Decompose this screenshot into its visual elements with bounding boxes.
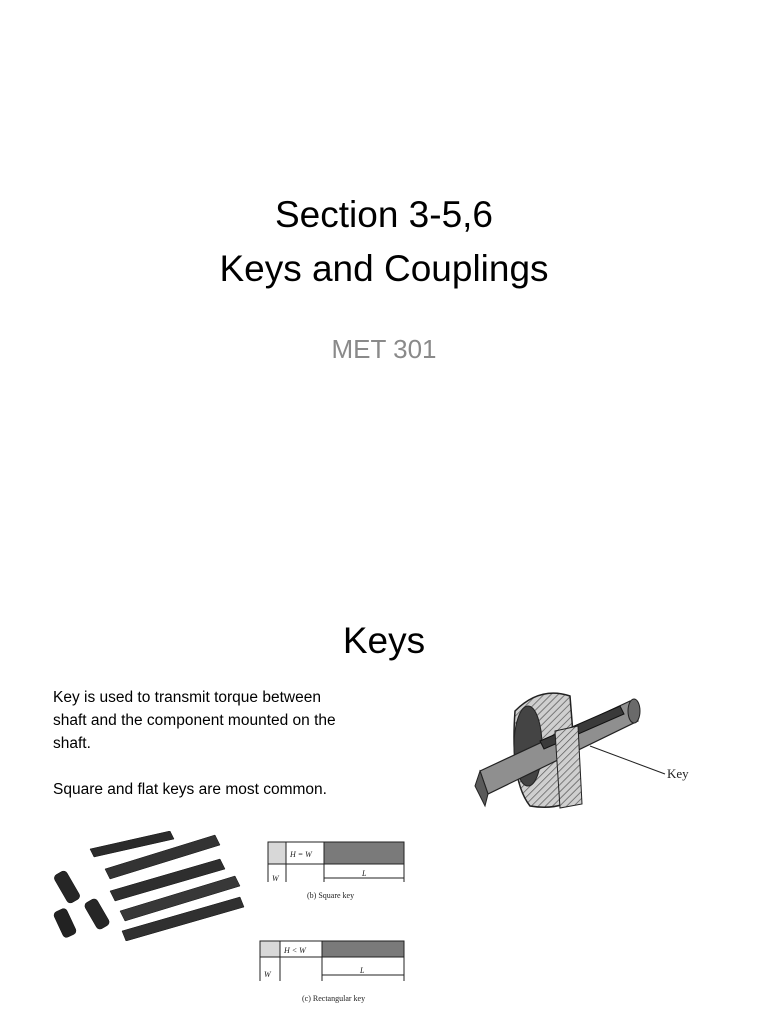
rectangular-key-diagram xyxy=(250,933,410,1008)
keyed-shaft-illustration xyxy=(460,686,720,836)
slide-heading: Keys xyxy=(342,620,426,661)
rect-key-w-label: W xyxy=(264,970,271,979)
rect-key-hw-label: H < W xyxy=(284,946,306,955)
slide-keys xyxy=(0,576,768,1024)
rect-key-caption: (c) Rectangular key xyxy=(302,994,366,1003)
square-key-l-label: L xyxy=(362,869,367,878)
course-subtitle: MET 301 xyxy=(331,334,437,364)
square-key-caption: (b) Square key xyxy=(307,891,355,900)
key-callout-label: Key xyxy=(667,766,689,781)
title-line-1: Section 3-5,6 xyxy=(274,194,494,235)
square-key-hw-label: H = W xyxy=(290,850,312,859)
paragraph-key-purpose: Key is used to transmit torque between shaft and the component mounted on the shaft. xyxy=(53,689,336,752)
rect-key-l-label: L xyxy=(360,966,365,975)
slide-title-heading xyxy=(0,188,768,296)
body-text xyxy=(53,686,353,824)
key-stock-photo xyxy=(50,831,250,941)
square-key-diagram xyxy=(262,838,412,910)
square-key-w-label: W xyxy=(272,874,279,883)
paragraph-key-types: Square and flat keys are most common. xyxy=(53,781,327,798)
title-line-2: Keys and Couplings xyxy=(219,248,549,289)
